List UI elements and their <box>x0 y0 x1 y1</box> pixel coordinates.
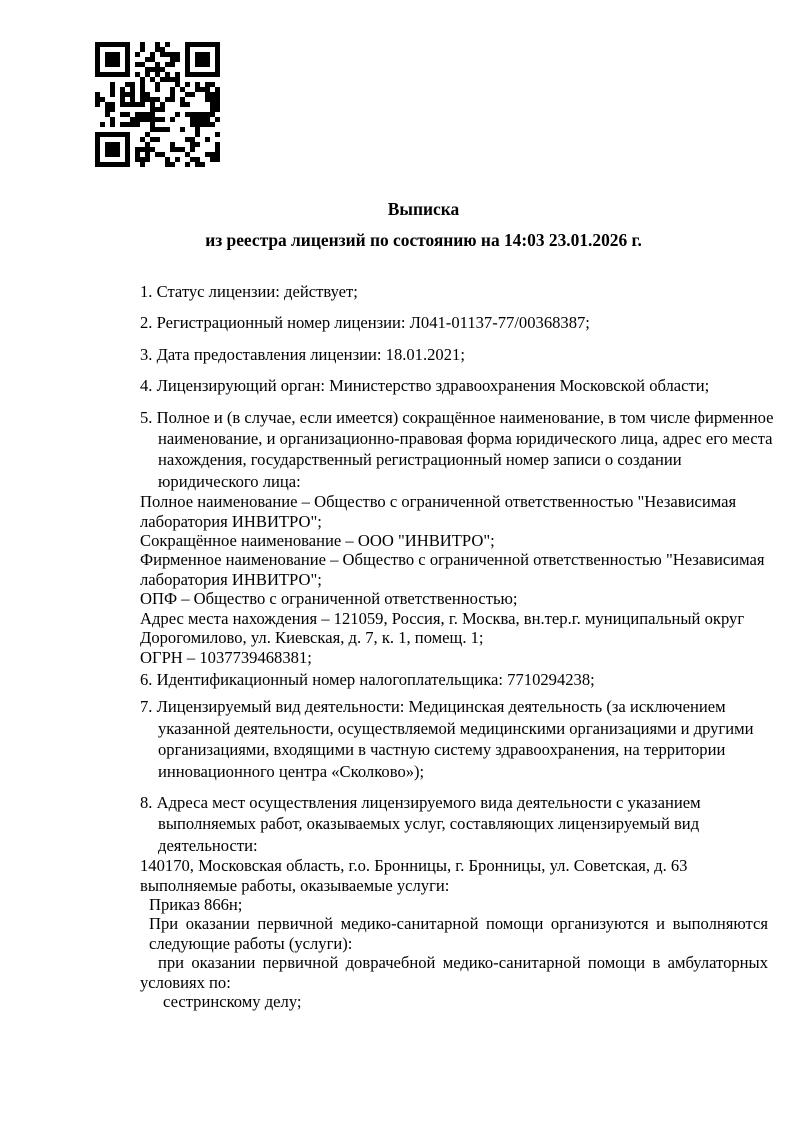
text-line: 7. Лицензируемый вид деятельности: Медицинская деятельность (за исключением <box>140 697 726 717</box>
text-line: лаборатория ИНВИТРО"; <box>140 511 322 531</box>
text-line: Адрес места нахождения – 121059, Россия, г. Москва, вн.тер.г. муниципальный округ <box>140 608 745 628</box>
text-line: условиях по: <box>140 972 231 992</box>
item-7-licensed-activity <box>140 696 768 782</box>
document-body <box>140 281 774 1021</box>
qr-code-icon <box>95 42 220 167</box>
text-line: Полное наименование – Общество с ограниченной ответственностью "Независимая <box>140 492 737 512</box>
text-line: нахождения, государственный регистрационный номер записи о создании <box>158 450 682 470</box>
text-line: сестринскому делу; <box>163 992 302 1011</box>
text-line: 140170, Московская область, г.о. Бронницы, г. Бронницы, ул. Советская, д. 63 <box>140 856 688 876</box>
activity-address-details <box>140 856 768 1011</box>
text-line: 8. Адреса мест осуществления лицензируемого вида деятельности с указанием <box>140 792 701 812</box>
item-2-registration-number <box>140 312 768 333</box>
text-line: 6. Идентификационный номер налогоплательщика: 7710294238; <box>140 669 595 689</box>
document-title: Выписка <box>387 199 460 219</box>
text-line: 2. Регистрационный номер лицензии: Л041-01137-77/00368387; <box>140 313 590 333</box>
item-5-legal-entity-names-heading <box>140 407 774 493</box>
text-line: выполняемые работы, оказываемые услуги: <box>140 875 450 895</box>
text-line: инновационного центра «Сколково»); <box>158 761 425 781</box>
text-line: 1. Статус лицензии: действует; <box>140 282 358 301</box>
item-8-activity-addresses-heading <box>140 792 768 856</box>
text-line: 5. Полное и (в случае, если имеется) сокращённое наименование, в том числе фирменное <box>140 407 774 427</box>
text-line: деятельности: <box>158 835 258 855</box>
text-line: Фирменное наименование – Общество с ограниченной ответственностью "Независимая <box>140 550 765 570</box>
text-line: юридического лица: <box>158 471 301 491</box>
text-line: лаборатория ИНВИТРО"; <box>140 569 322 589</box>
item-6-taxpayer-id <box>140 669 768 690</box>
text-line: Приказ 866н; <box>149 894 243 914</box>
text-line: при оказании первичной доврачебной медико-санитарной помощи в амбулаторных <box>158 953 768 973</box>
text-line: 4. Лицензирующий орган: Министерство здравоохранения Московской области; <box>140 376 710 396</box>
text-line: Сокращённое наименование – ООО "ИНВИТРО"; <box>140 531 495 551</box>
text-line: 3. Дата предоставления лицензии: 18.01.2021; <box>140 344 465 364</box>
text-line: наименование, и организационно-правовая форма юридического лица, адрес его места <box>158 429 773 449</box>
text-line: выполняемых работ, оказываемых услуг, составляющих лицензируемый вид <box>158 814 700 834</box>
text-line: ОГРН – 1037739468381; <box>140 647 312 667</box>
text-line: организациями, входящими в частную систему здравоохранения, на территории <box>158 740 726 760</box>
text-line: При оказании первичной медико-санитарной помощи организуются и выполняются <box>149 914 768 934</box>
item-4-licensing-authority <box>140 375 768 396</box>
document-header <box>140 198 707 251</box>
item-1-license-status <box>140 281 768 302</box>
document-subtitle: из реестра лицензий по состоянию на 14:03 23.01.2026 г. <box>205 230 642 250</box>
legal-entity-details <box>140 492 768 667</box>
item-3-grant-date <box>140 344 768 365</box>
text-line: указанной деятельности, осуществляемой медицинскими организациями и другими <box>158 718 754 738</box>
text-line: Дорогомилово, ул. Киевская, д. 7, к. 1, помещ. 1; <box>140 628 484 648</box>
text-line: ОПФ – Общество с ограниченной ответственностью; <box>140 589 518 609</box>
text-line: следующие работы (услуги): <box>149 933 353 953</box>
